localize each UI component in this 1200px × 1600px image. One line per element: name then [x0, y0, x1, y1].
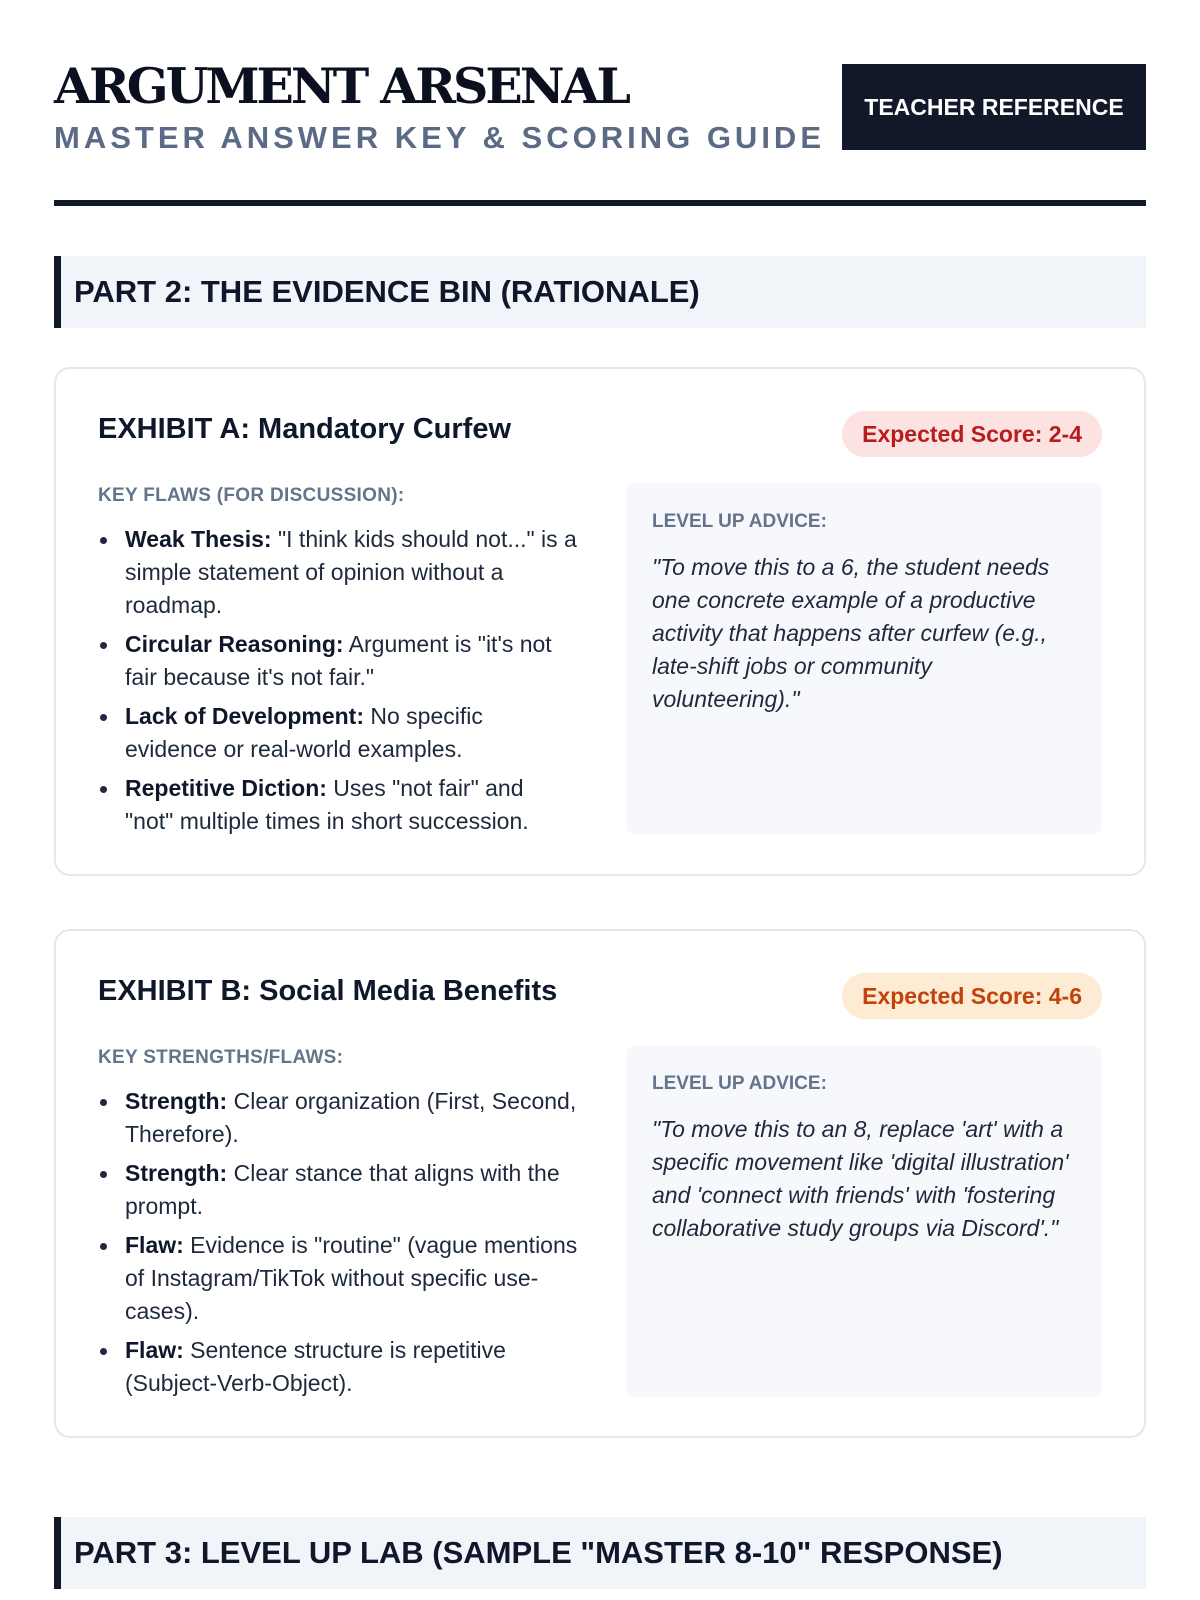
expected-score-badge: Expected Score: 2-4	[842, 411, 1102, 457]
item-term: Strength:	[125, 1088, 228, 1114]
level-up-advice-text: "To move this to a 6, the student needs one concrete example of a productive activity that happens after curfew (e.g., late-shift jobs or community volunteering)."	[652, 554, 1050, 712]
page-title: ARGUMENT ARSENAL	[54, 57, 628, 115]
item-text: Clear organization (First, Second, Therefore).	[125, 1088, 577, 1147]
list-item	[98, 1334, 578, 1400]
item-term: Flaw:	[125, 1232, 184, 1258]
item-text: Argument is "it's not fair because it's not fair."	[125, 631, 552, 690]
level-up-advice-box	[626, 483, 1102, 835]
item-text: Clear stance that aligns with the prompt.	[125, 1160, 560, 1219]
item-term: Flaw:	[125, 1337, 184, 1363]
item-term: Strength:	[125, 1160, 228, 1186]
item-term: Repetitive Diction:	[125, 775, 327, 801]
list-item	[98, 1229, 578, 1328]
exhibit-title: EXHIBIT A: Mandatory Curfew	[98, 413, 512, 445]
teacher-reference-badge: TEACHER REFERENCE	[842, 64, 1146, 150]
expected-score-badge: Expected Score: 4-6	[842, 973, 1102, 1019]
exhibit-card-b	[54, 929, 1146, 1438]
list-item	[98, 628, 578, 694]
list-item	[98, 523, 578, 622]
key-strengths-flaws-column	[98, 1047, 578, 1406]
exhibit-title: EXHIBIT B: Social Media Benefits	[98, 975, 558, 1007]
list-item	[98, 700, 578, 766]
key-flaws-list	[98, 523, 578, 838]
list-item	[98, 772, 578, 838]
item-term: Circular Reasoning:	[125, 631, 344, 657]
header-divider	[54, 200, 1146, 206]
item-text: Evidence is "routine" (vague mentions of Instagram/TikTok without specific use-cases).	[125, 1232, 578, 1324]
level-up-advice-box	[626, 1045, 1102, 1397]
item-text: Sentence structure is repetitive (Subject-Verb-Object).	[125, 1337, 506, 1396]
item-text: Uses "not fair" and "not" multiple times in short succession.	[125, 775, 529, 834]
item-term: Weak Thesis:	[125, 526, 272, 552]
key-strengths-flaws-label: KEY STRENGTHS/FLAWS:	[98, 1047, 344, 1068]
key-flaws-label: KEY FLAWS (FOR DISCUSSION):	[98, 485, 405, 506]
level-up-advice-text: "To move this to an 8, replace 'art' with a specific movement like 'digital illustration' and 'connect with friends' with 'fostering collaborative study groups via Discord'."	[652, 1116, 1069, 1241]
item-text: No specific evidence or real-world examples.	[125, 703, 483, 762]
section-heading-part-2: PART 2: THE EVIDENCE BIN (RATIONALE)	[54, 256, 1146, 328]
key-strengths-flaws-list	[98, 1085, 578, 1400]
section-heading-part-3: PART 3: LEVEL UP LAB (SAMPLE "MASTER 8-10" RESPONSE)	[54, 1517, 1146, 1589]
item-term: Lack of Development:	[125, 703, 364, 729]
key-flaws-column	[98, 485, 578, 844]
exhibit-card-a	[54, 367, 1146, 876]
list-item	[98, 1157, 578, 1223]
level-up-advice-label: LEVEL UP ADVICE:	[652, 511, 827, 532]
page-header	[54, 0, 1146, 207]
list-item	[98, 1085, 578, 1151]
level-up-advice-label: LEVEL UP ADVICE:	[652, 1073, 827, 1094]
page-subtitle: MASTER ANSWER KEY & SCORING GUIDE	[54, 120, 825, 155]
item-text: "I think kids should not..." is a simple statement of opinion without a roadmap.	[125, 526, 577, 618]
answer-key-page	[54, 0, 1146, 1570]
